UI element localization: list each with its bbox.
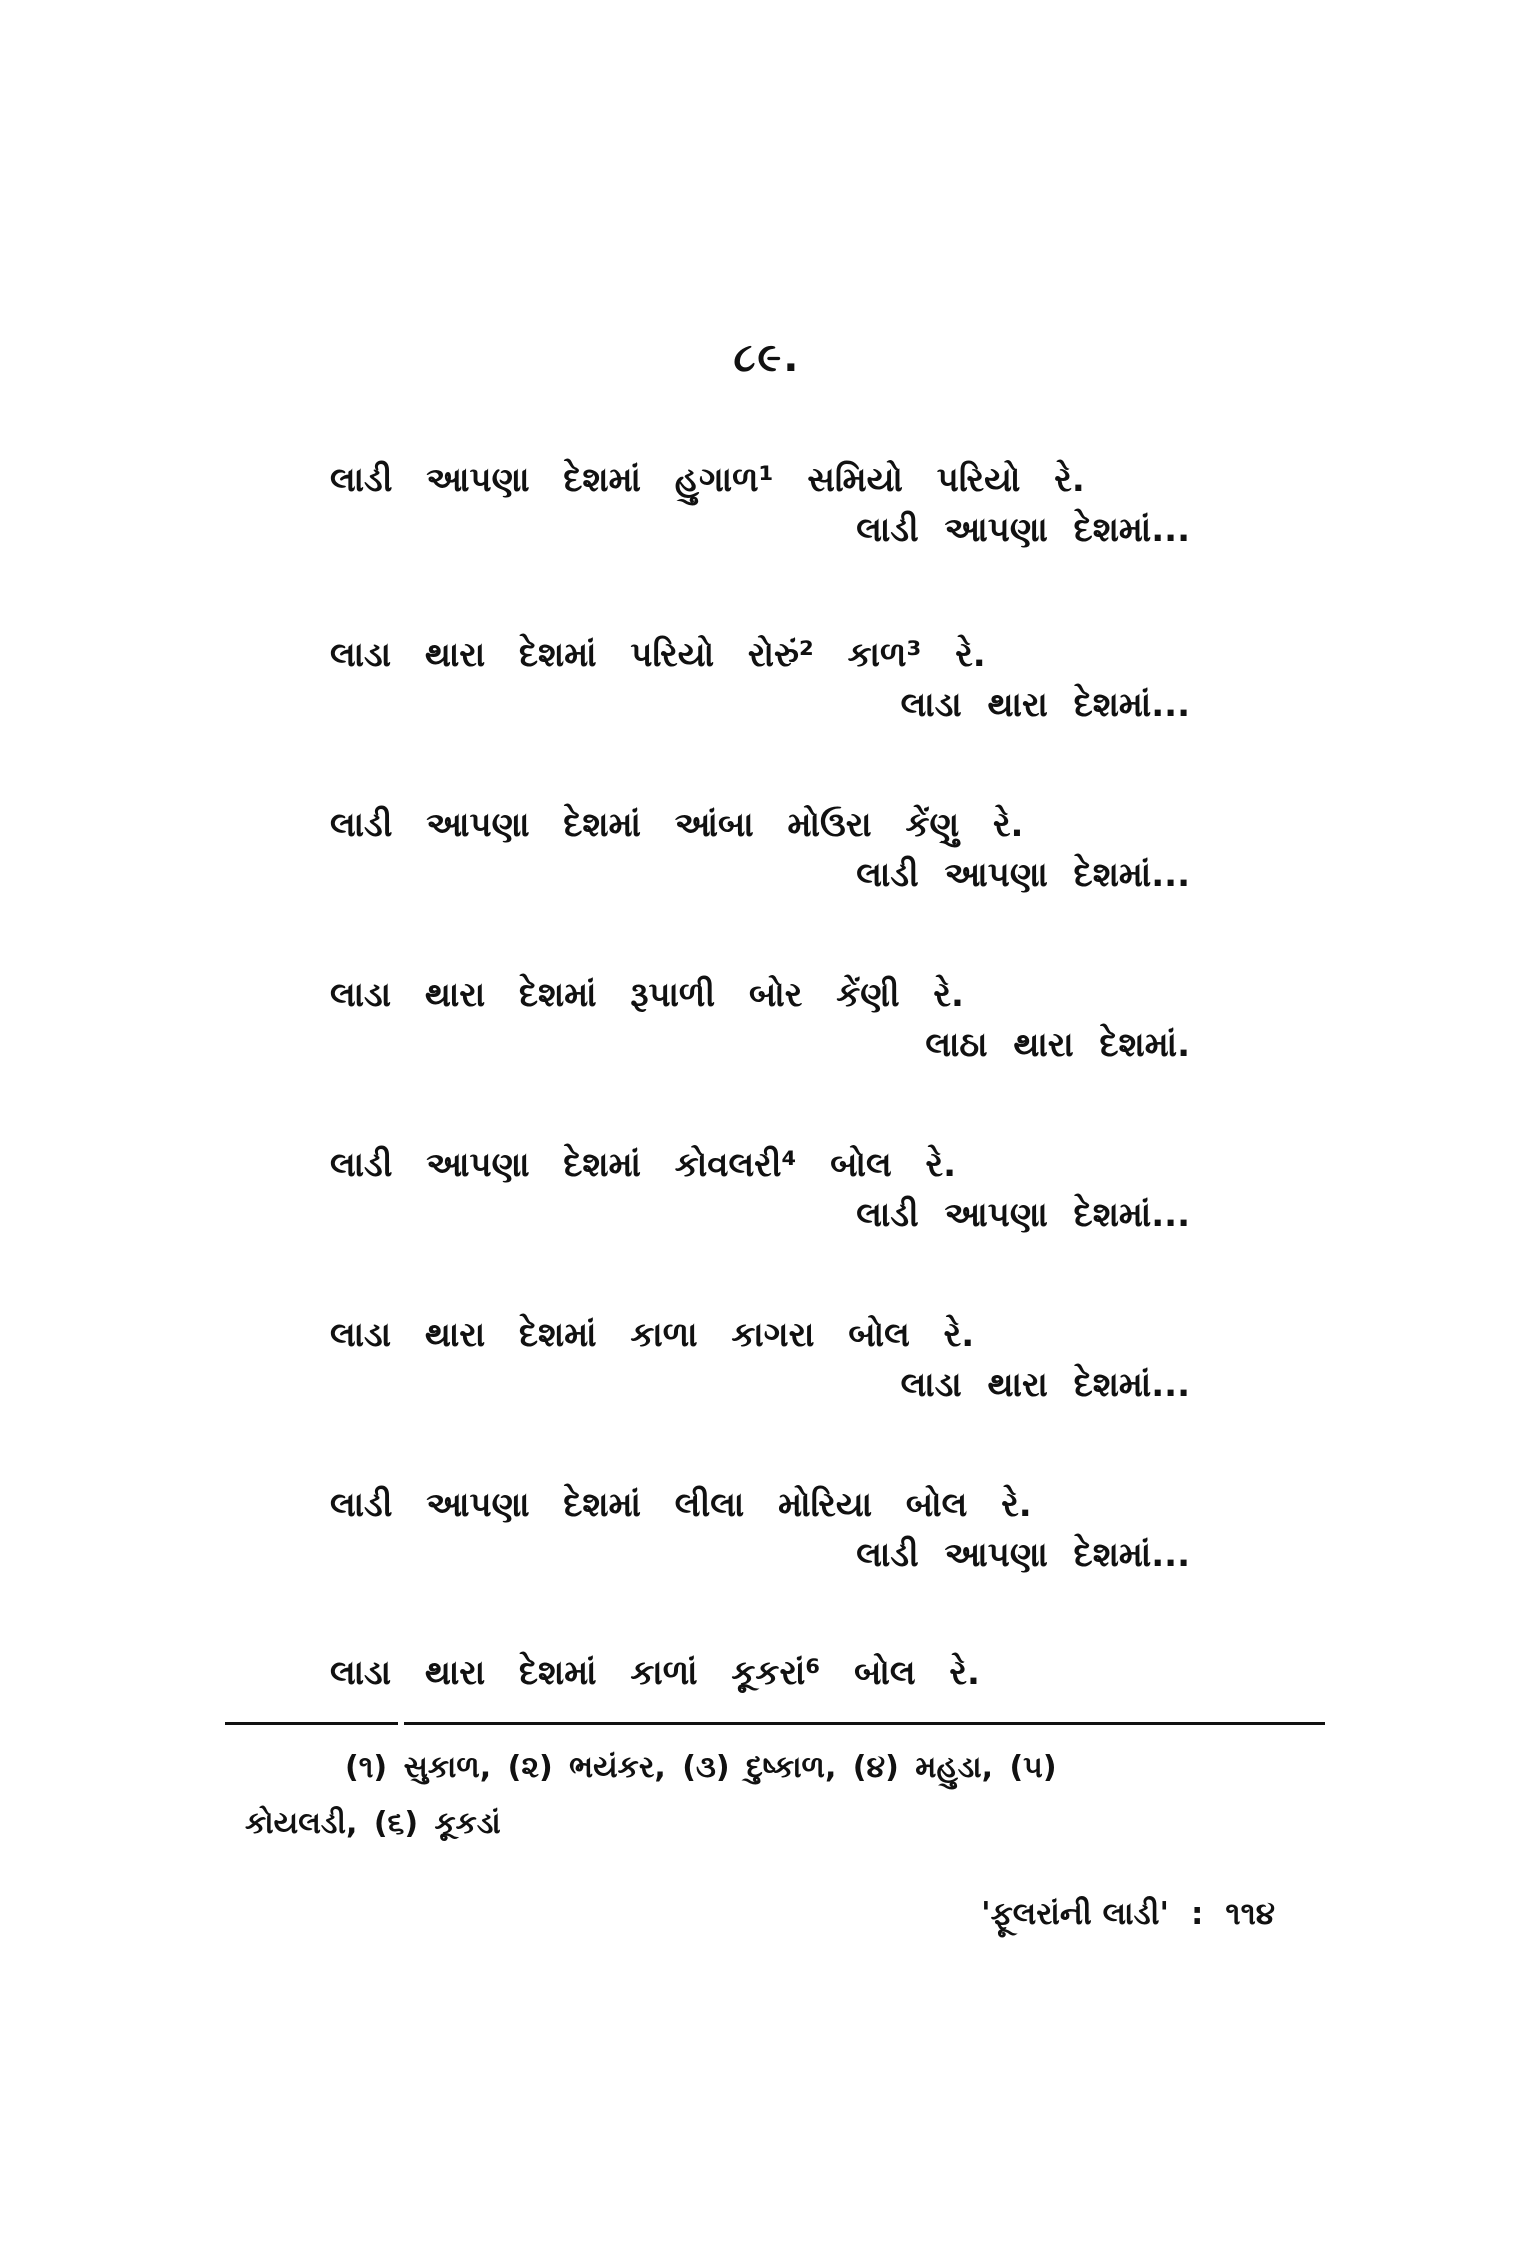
stanza	[330, 455, 1190, 555]
stanza-refrain: લાડી આપણા દેશમાં...	[856, 510, 1190, 550]
stanza-line: લાડી આપણા દેશમાં કોવલરી⁴ બોલ રે.	[330, 1145, 957, 1185]
stanza-refrain: લાઠા થારા દેશમાં.	[925, 1025, 1190, 1065]
stanza	[330, 1480, 1190, 1580]
page-number: ૧૧૪	[1225, 1896, 1275, 1932]
stanza-refrain: લાડા થારા દેશમાં...	[900, 1365, 1190, 1405]
stanza	[330, 1648, 1190, 1698]
song-number: ૮૯.	[733, 335, 801, 381]
stanza-line: લાડી આપણા દેશમાં આંબા મોઉરા કેંણુ રે.	[330, 805, 1024, 845]
stanza-refrain: લાડી આપણા દેશમાં...	[856, 1535, 1190, 1575]
stanza-refrain: લાડી આપણા દેશમાં...	[856, 1195, 1190, 1235]
stanza	[330, 970, 1190, 1070]
stanza	[330, 800, 1190, 900]
footnotes	[245, 1740, 1295, 1852]
page-footer	[0, 1896, 1275, 1933]
stanza-refrain: લાડી આપણા દેશમાં...	[856, 855, 1190, 895]
stanza-line: લાડી આપણા દેશમાં લીલા મોરિયા બોલ રે.	[330, 1485, 1032, 1525]
book-title: 'ફૂલરાંની લાડી'	[981, 1896, 1169, 1932]
stanza-line: લાડા થારા દેશમાં કાળા કાગરા બોલ રે.	[330, 1315, 975, 1355]
stanza-line: લાડા થારા દેશમાં કાળાં કૂકરાં⁶ બોલ રે.	[330, 1653, 980, 1693]
stanza	[330, 1310, 1190, 1410]
footnote-line: (૧) સુકાળ, (૨) ભયંકર, (૩) દુષ્કાળ, (૪) મહુડા, (૫)	[345, 1750, 1057, 1785]
stanza-line: લાડી આપણા દેશમાં હુગાળ¹ સમિયો પરિયો રે.	[330, 460, 1085, 500]
stanza-line: લાડા થારા દેશમાં રૂપાળી બોર કેંણી રે.	[330, 975, 964, 1015]
footnote-divider	[225, 1722, 1325, 1725]
stanza	[330, 1140, 1190, 1240]
footer-separator: :	[1190, 1896, 1204, 1932]
stanza-refrain: લાડા થારા દેશમાં...	[900, 685, 1190, 725]
footnote-line: કોયલડી, (૬) કૂકડાં	[245, 1806, 501, 1841]
stanza	[330, 630, 1190, 730]
stanza-line: લાડા થારા દેશમાં પરિયો રોરું² કાળ³ રે.	[330, 635, 986, 675]
